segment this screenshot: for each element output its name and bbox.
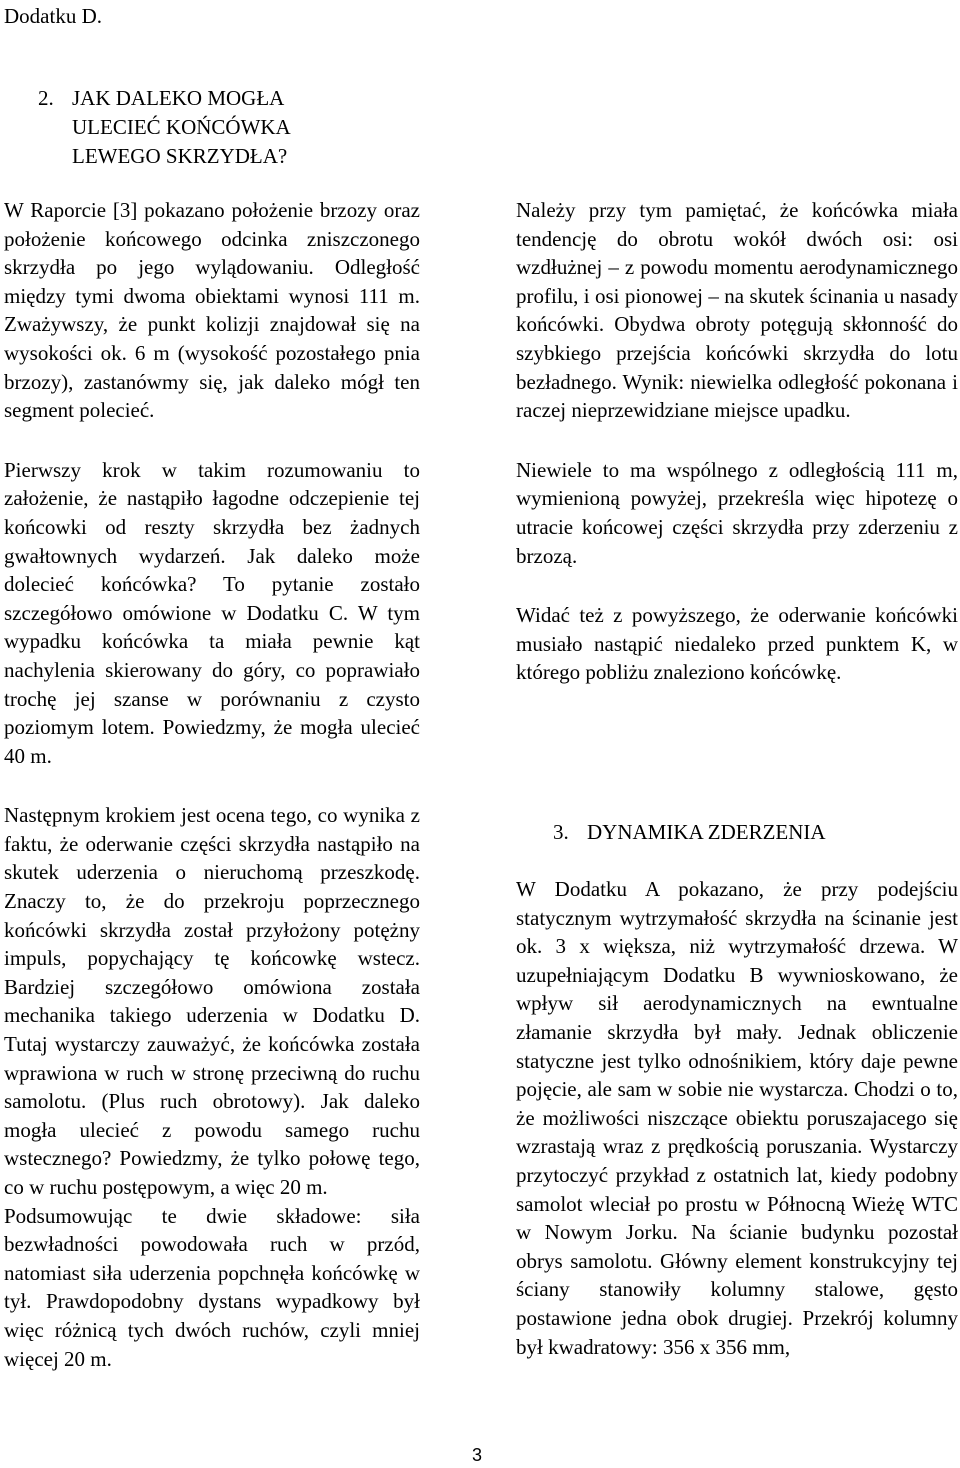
paragraph-widac: Widać też z powyższego, że oderwanie końcówki musiało nastąpić niedaleko przed punktem K, w którego pobliżu znaleziono końcówkę. [516,603,958,685]
right-column-lower [516,875,958,1361]
paragraph-pierwszy-krok: Pierwszy krok w takim rozumowaniu to założenie, że nastąpiło łagodne odczepienie tej końcowki od reszty skrzydła bez żadnych gwałtownych wydarzeń. Jak daleko może dolecieć końcówka? To pytanie zostało szczegółowo omówione w Dodatku C. W tym wypadku końcówka ta miała pewnie kąt nachylenia skierowany do góry, co poprawiało trochę jej szanse w porównaniu z czysto poziomym lotem. Powiedzmy, że mogła ulecieć 40 m. [4,457,420,768]
section-number: 3. [553,820,569,844]
document-header: Dodatku D. [4,4,102,28]
section-heading-3 [553,818,826,847]
paragraph-raport: W Raporcie [3] pokazano położenie brzozy oraz położenie końcowego odcinka zniszczonego skrzydła po jego wylądowaniu. Odległość między tymi dwoma obiektami wynosi 111 m. Zważywszy, że punkt kolizji znajdował się na wysokości ok. 6 m (wysokość pozostałego pnia brzozy), zastanówmy się, jak daleko mógł ten segment polecieć. [4,198,420,423]
section-title: DYNAMIKA ZDERZENIA [587,820,826,844]
section-heading-2 [38,84,418,171]
paragraph-nalezy: Należy przy tym pamiętać, że końcówka miała tendencję do obrotu wokół dwóch osi: osi wzdłużnej – z powodu momentu aerodynamicznego profilu, i osi pionowej – na skutek ścinania u nasady końcówki. Obydwa obroty potęgują skłonność do szybkiego przejścia końcówki skrzydła do lotu bezładnego. Wynik: niewielka odległość pokonana i raczej nieprzewidziane miejsce upadku. [516,198,958,423]
left-column [4,196,420,1373]
right-column [516,196,958,687]
section-title: JAK DALEKO MOGŁA ULECIEĆ KOŃCÓWKA LEWEGO SKRZYDŁA? [72,86,290,168]
paragraph-niewiele: Niewiele to ma wspólnego z odległością 111 m, wymienioną powyżej, przekreśla więc hipotezę o utracie końcowej części skrzydła przy zderzeniu z brzozą. [516,457,958,568]
paragraph-dodatek-a: W Dodatku A pokazano, że przy podejściu statycznym wytrzymałość skrzydła na ścinanie jest ok. 3 x większa, niż wytrzymałość drzewa. W uzupełniającym Dodatku B wywnioskowano, że wpływ sił aerodynamicznych na ewntualne złamanie skrzydła był mały. Jednak obliczenie statyczne jest tylko odnośnikiem, który daje pewne pojęcie, ale sam w sobie nie wystarcza. Chodzi o to, że możliwości niszczące obiektu poruszajacego się wzrastają wraz z prędkością poruszania. Wystarczy przytoczyć przykład z ostatnich lat, kiedy podobny samolot wleciał po prostu w Północną Wieżę WTC w Nowym Jorku. Na ścianie budynku pozostał obrys samolotu. Główny element konstrukcyjny tej ściany stanowiły kolumny stalowe, gęsto postawione jedna obok drugiej. Przekrój kolumny był kwadratowy: 356 x 356 mm, [516,877,958,1359]
section-number: 2. [38,86,54,110]
paragraph-podsumowujac: Podsumowując te dwie składowe: siła bezwładności powodowała ruch w przód, natomiast siła uderzenia popchnęła końcówkę w tył. Prawdopodobny dystans wypadkowy był więc różnicą tych dwóch ruchów, czyli mniej więcej 20 m. [4,1203,420,1371]
paragraph-nastepnym-krokiem: Następnym krokiem jest ocena tego, co wynika z faktu, że oderwanie części skrzydła nastąpiło na skutek uderzenia o nieruchomą przeszkodę. Znaczy to, że do przekroju poprzecznego końcówki skrzydła został przyłożony potężny impuls, popychający tę końcowkę wstecz. Bardziej szczegółowo omówiona została mechanika takiego uderzenia w Dodatku D. Tutaj wystarczy zauważyć, że końcówka została wprawiona w ruch w stronę przeciwną do ruchu samolotu. (Plus ruch obrotowy). Jak daleko mogła ulecieć z powodu samego ruchu wstecznego? Powiedzmy, że tylko połowę tego, co w ruchu postępowym, a więc 20 m. [4,803,420,1199]
page-number: 3 [472,1445,483,1465]
